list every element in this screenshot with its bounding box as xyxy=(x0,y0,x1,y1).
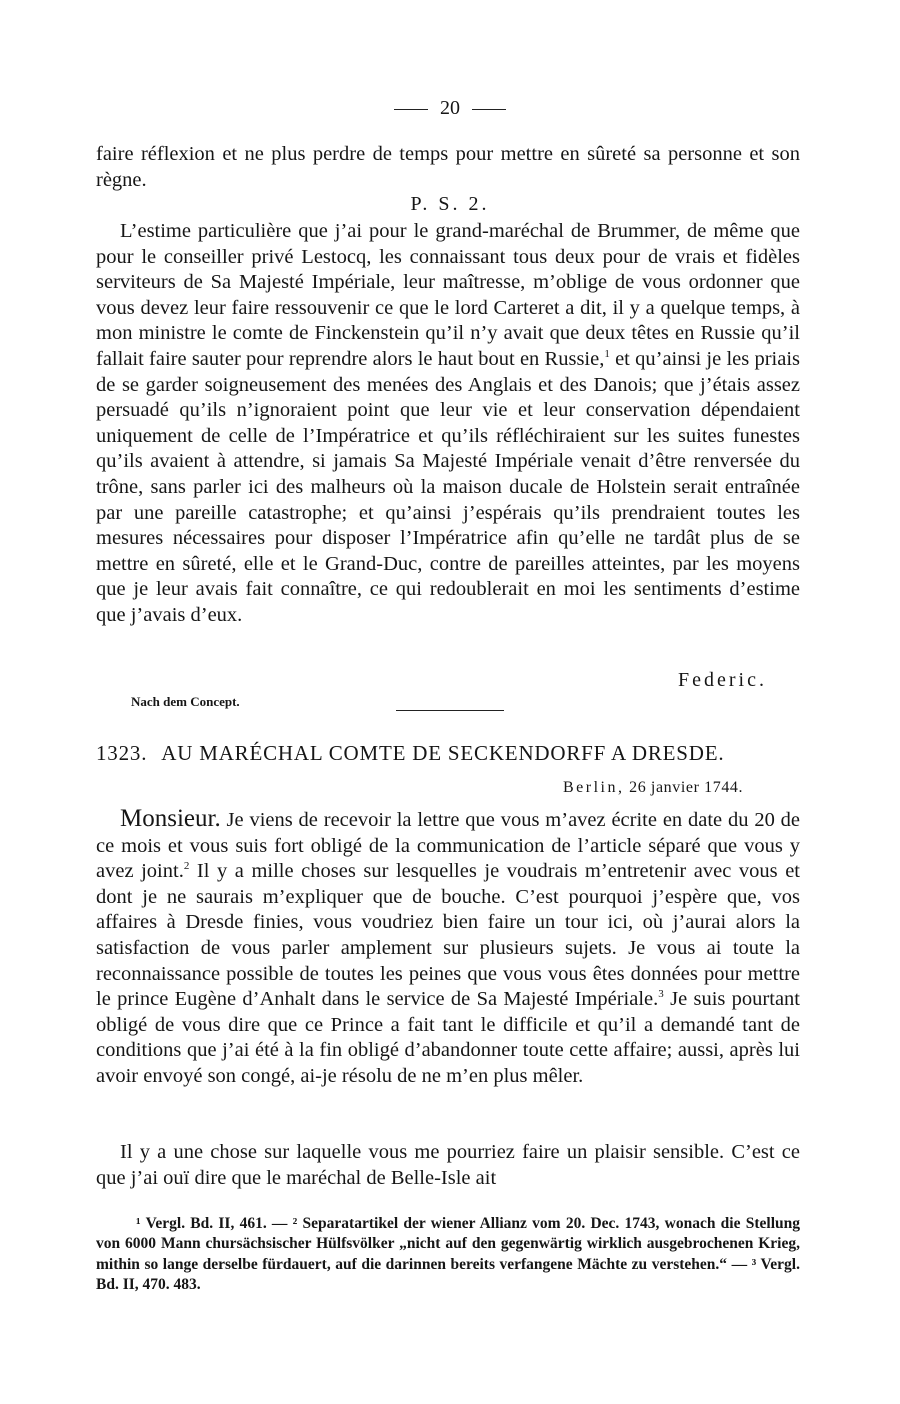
salutation: Monsieur. xyxy=(120,805,221,832)
page-number xyxy=(0,97,900,120)
postscript-text: L’estime particulière que j’ai pour le grand-maréchal de Brummer, de même que pour le conseiller privé Lestocq, les connaissant tous deux pour de vrais et fidèles serviteurs de Sa Majesté Impériale, leur maîtresse, m’oblige de vous ordonner que vous devez leur faire ressouvenir ce que le lord Carteret a dit, il y a quelque temps, à mon ministre le comte de Finckenstein qu’il n’y avait que deux têtes en Russie qu’il fallait faire sauter pour reprendre alors le haut bout en Russie, xyxy=(96,220,800,370)
letter-heading xyxy=(96,741,800,766)
page-number-text: 20 xyxy=(440,97,460,119)
signature: Federic. xyxy=(678,669,767,691)
page-number-dash-right xyxy=(472,109,506,110)
letter-paragraph-1-text-b: Il y a mille choses sur lesquelles je voudrais m’entretenir avec vous et dont je ne saurais m’expliquer que de bouche. C’est pourquoi j’espère que, vos affaires à Dresde finies, vous voudriez bien faire un tour ici, où j’aurai alors la satisfaction de vous parler amplement sur plusieurs sujets. Je vous ai toute la reconnaissance possible de toutes les peines que vous vous êtes données pour mettre le prince Eugène d’Anhalt dans le service de Sa Majesté Impériale. xyxy=(96,860,800,1011)
postscript-paragraph xyxy=(96,219,800,629)
letter-paragraph-2: Il y a une chose sur laquelle vous me pourriez faire un plaisir sensible. C’est ce que j’ai ouï dire que le maréchal de Belle-Isle ait xyxy=(96,1141,800,1189)
letter-number: 1323. xyxy=(96,741,148,765)
letter-paragraph-1-text-a: Je viens de recevoir la lettre que vous m’avez écrite en date du 20 de ce mois et vous suis fort obligé de la communication de l’article séparé que vous y avez joint. xyxy=(96,809,800,883)
postscript-label: P. S. 2. xyxy=(410,193,490,215)
footnote-ref-1: 1 xyxy=(604,348,610,361)
section-divider xyxy=(396,710,504,711)
date-city: Berlin, xyxy=(563,779,625,796)
footnotes xyxy=(96,1214,800,1296)
letter-paragraph-1-text-c: Je suis pourtant obligé de vous dire que ce Prince a fait tant le difficile et qu’il a demandé tant de conditions que j’ai été à la fin obligé d’abandonner toute cette affaire; aussi, après lui avoir envoyé son congé, ai-je résolu de ne m’en plus mêler. xyxy=(96,988,801,1087)
footnote-ref-2: 2 xyxy=(183,860,190,873)
date-text: 26 janvier 1744. xyxy=(629,779,744,796)
dateline xyxy=(563,779,743,797)
page-number-dash-left xyxy=(394,109,428,110)
footnote-text: ¹ Vergl. Bd. II, 461. — ² Separatartikel der wiener Allianz vom 20. Dec. 1743, wonach die Stellung von 6000 Mann chursächsischer Hülfsvölker „nicht auf den gegenwärtig wirklich ausgebrochenen Krieg, mithin so lange derselbe fürdauert, auf die darinnen bereits verfangene Mächte zu verstehen.“ — ³ Vergl. Bd. II, 470. 483. xyxy=(96,1215,800,1294)
footnote-ref-3: 3 xyxy=(658,988,664,1001)
continued-paragraph: faire réflexion et ne plus perdre de temps pour mettre en sûreté sa personne et son règne. xyxy=(96,143,800,191)
letter-title: AU MARÉCHAL COMTE DE SECKENDORFF A DRESDE. xyxy=(161,741,725,765)
postscript-text-rest: et qu’ainsi je les priais de se garder soigneusement des menées des Anglais et des Danois; que j’étais assez persuadé qu’ils n’ignoraient point que leur vie et leur conservation dépendaient uniquement de celle de l’Impératrice et qu’ils réfléchiraient sur les suites funestes qu’ils avaient à attendre, si jamais Sa Majesté Impériale venait d’être renversée du trône, sans parler ici des malheurs où la maison ducale de Holstein serait entraînée par une pareille catastrophe; et qu’ainsi j’espérais qu’ils prendraient toutes les mesures nécessaires pour disposer l’Impératrice afin qu’elle ne tardât plus de se mettre en sûreté, elle et le Grand-Duc, contre de pareilles atteintes, par les moyens que je leur avais fait connaître, ce qui redoublerait en moi les sentiments d’estime que j’avais d’eux. xyxy=(96,347,800,626)
source-note: Nach dem Concept. xyxy=(131,694,240,709)
letter-paragraph-1 xyxy=(96,806,800,1090)
